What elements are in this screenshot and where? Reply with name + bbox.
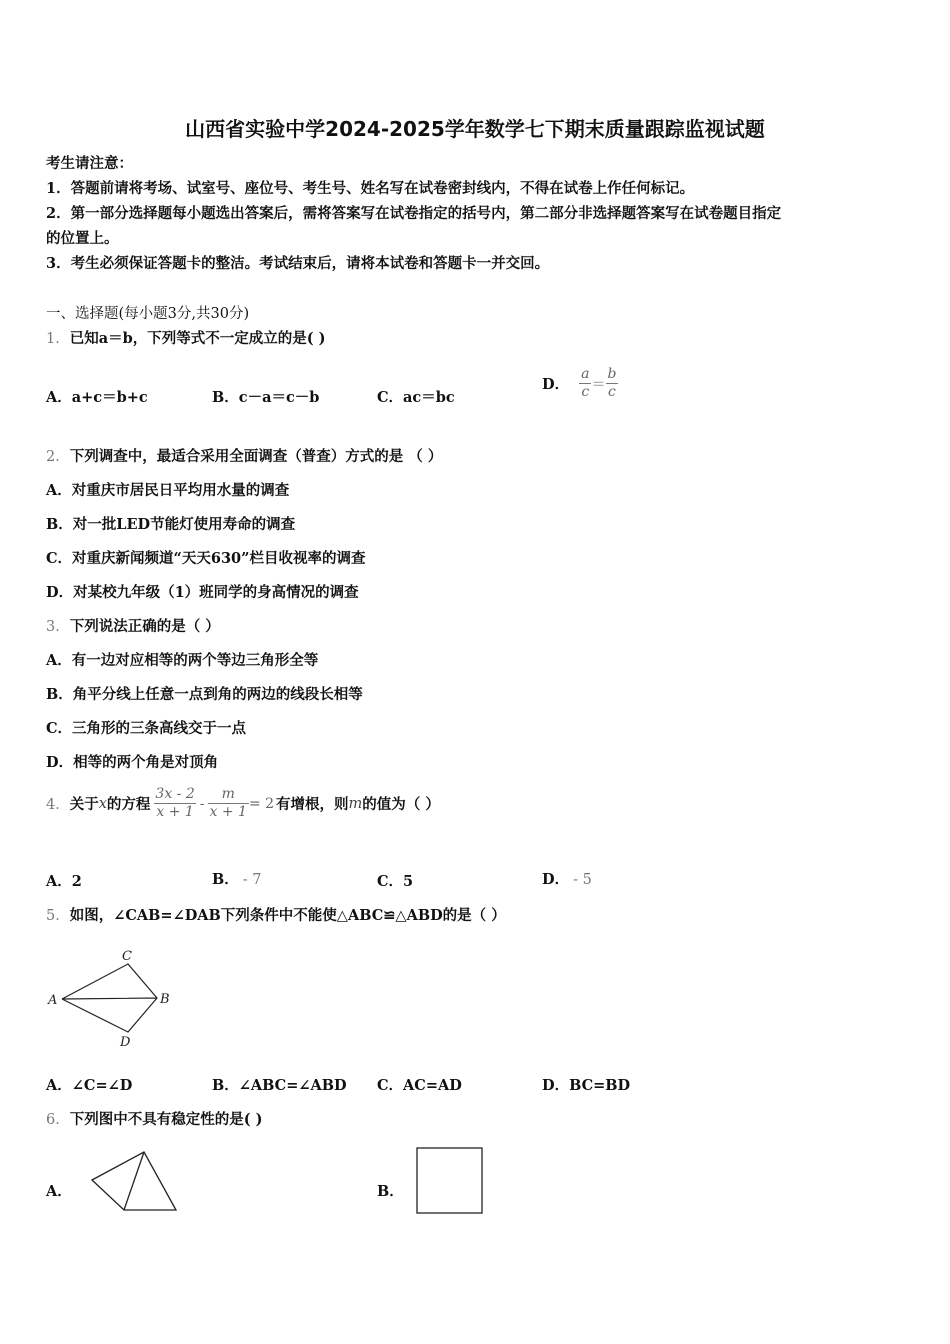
- question-number: 3．: [46, 619, 70, 635]
- q6-figure-a-triangles: [88, 1148, 182, 1216]
- q3-option-a: A．有一边对应相等的两个等边三角形全等: [46, 652, 319, 669]
- label-a: A: [48, 993, 58, 1008]
- question-1: [46, 327, 326, 348]
- question-5: [46, 904, 506, 925]
- denominator: c: [581, 384, 590, 400]
- numerator: 3x - 2: [155, 786, 195, 802]
- option-label: D．: [542, 376, 570, 393]
- numerator: a: [581, 366, 590, 382]
- option-value: - 7: [242, 872, 262, 888]
- section-heading: 一、选择题(每小题3分,共30分): [46, 306, 250, 322]
- q5-option-c: C．AC=AD: [377, 1077, 462, 1094]
- option-label: B．: [212, 871, 239, 888]
- fraction-a-over-c: [579, 366, 591, 401]
- q2-option-c: C．对重庆新闻频道“天天630”栏目收视率的调查: [46, 550, 366, 567]
- q1-option-d: [542, 366, 618, 401]
- q1-option-c: C．ac＝bc: [377, 389, 455, 406]
- rhs: = 2: [248, 795, 275, 812]
- fraction-right: [208, 786, 249, 821]
- q6-option-a: A．: [46, 1183, 72, 1200]
- triangle-figure: [44, 944, 184, 1052]
- q3-option-d: D．相等的两个角是对顶角: [46, 754, 219, 771]
- fraction-left: [153, 786, 196, 821]
- question-3: [46, 615, 220, 636]
- q2-option-d: D．对某校九年级（1）班同学的身高情况的调查: [46, 584, 359, 601]
- q4-option-c: C．5: [377, 873, 414, 890]
- notes-item-1: 1．答题前请将考场、试室号、座位号、考生号、姓名写在试卷密封线内，不得在试卷上作任何标记。: [46, 180, 695, 197]
- question-stem: 下列图中不具有稳定性的是( ): [69, 1111, 263, 1128]
- label-c: C: [122, 949, 132, 964]
- question-stem-pre: 关于: [69, 796, 99, 813]
- q4-option-b: [212, 868, 262, 889]
- denominator: x + 1: [156, 804, 194, 820]
- minus-sign: -: [199, 795, 205, 812]
- denominator: x + 1: [209, 804, 247, 820]
- question-stem: 下列调查中，最适合采用全面调查（普查）方式的是 （ ）: [69, 448, 443, 465]
- q2-option-b: B．对一批LED节能灯使用寿命的调查: [46, 516, 296, 533]
- question-stem: 下列说法正确的是（ ）: [69, 618, 220, 635]
- option-value: - 5: [573, 872, 592, 888]
- question-stem: 如图，∠CAB=∠DAB下列条件中不能使△ABC≌△ABD的是（ ）: [69, 907, 506, 924]
- variable-m: m: [348, 795, 363, 812]
- figure-lines: [62, 964, 157, 1032]
- variable-x: x: [98, 795, 107, 812]
- q3-option-b: B．角平分线上任意一点到角的两边的线段长相等: [46, 686, 363, 703]
- question-number: 6．: [46, 1112, 70, 1128]
- denominator: c: [608, 384, 616, 400]
- numerator: b: [607, 366, 617, 382]
- question-4: [46, 786, 440, 821]
- notes-item-2: 2．第一部分选择题每小题选出答案后，需将答案写在试卷指定的括号内，第二部分非选择题答案写在试卷题目指定: [46, 205, 782, 222]
- question-stem-mid: 的方程: [106, 796, 151, 813]
- label-d: D: [120, 1035, 131, 1050]
- question-2: [46, 445, 442, 466]
- notes-item-3: 3．考生必须保证答题卡的整洁。考试结束后，请将本试卷和答题卡一并交回。: [46, 255, 550, 272]
- notes-item-2-cont: 的位置上。: [46, 230, 119, 247]
- question-stem: 已知a＝b，下列等式不一定成立的是( ): [69, 330, 326, 347]
- q1-option-a: A．a+c＝b+c: [46, 389, 148, 406]
- q5-option-b: B．∠ABC=∠ABD: [212, 1077, 347, 1094]
- q6-figure-b-square: [414, 1146, 486, 1220]
- question-stem-end: 的值为（ ）: [362, 796, 440, 813]
- notes-heading: 考生请注意：: [46, 155, 133, 172]
- q1-option-b: B．c－a＝c－b: [212, 389, 320, 406]
- square-outline: [417, 1148, 482, 1213]
- question-number: 4．: [46, 797, 70, 813]
- q2-option-a: A．对重庆市居民日平均用水量的调查: [46, 482, 290, 499]
- q4-option-a: A．2: [46, 873, 82, 890]
- option-label: D．: [542, 871, 570, 888]
- numerator: m: [221, 786, 235, 802]
- label-b: B: [160, 992, 170, 1007]
- question-number: 1．: [46, 331, 70, 347]
- question-6: [46, 1108, 263, 1129]
- q5-option-d: D．BC=BD: [542, 1077, 631, 1094]
- q4-option-d: [542, 868, 592, 889]
- question-number: 5．: [46, 908, 70, 924]
- equals-sign: ＝: [591, 376, 606, 393]
- fraction-b-over-c: [605, 366, 618, 401]
- question-number: 2．: [46, 449, 70, 465]
- q3-option-c: C．三角形的三条高线交于一点: [46, 720, 247, 737]
- q6-option-b: B．: [377, 1183, 404, 1200]
- page-title: 山西省实验中学2024-2025学年数学七下期末质量跟踪监视试题: [185, 117, 765, 141]
- question-stem-post: 有增根，则: [276, 796, 349, 813]
- q5-option-a: A．∠C=∠D: [46, 1077, 133, 1094]
